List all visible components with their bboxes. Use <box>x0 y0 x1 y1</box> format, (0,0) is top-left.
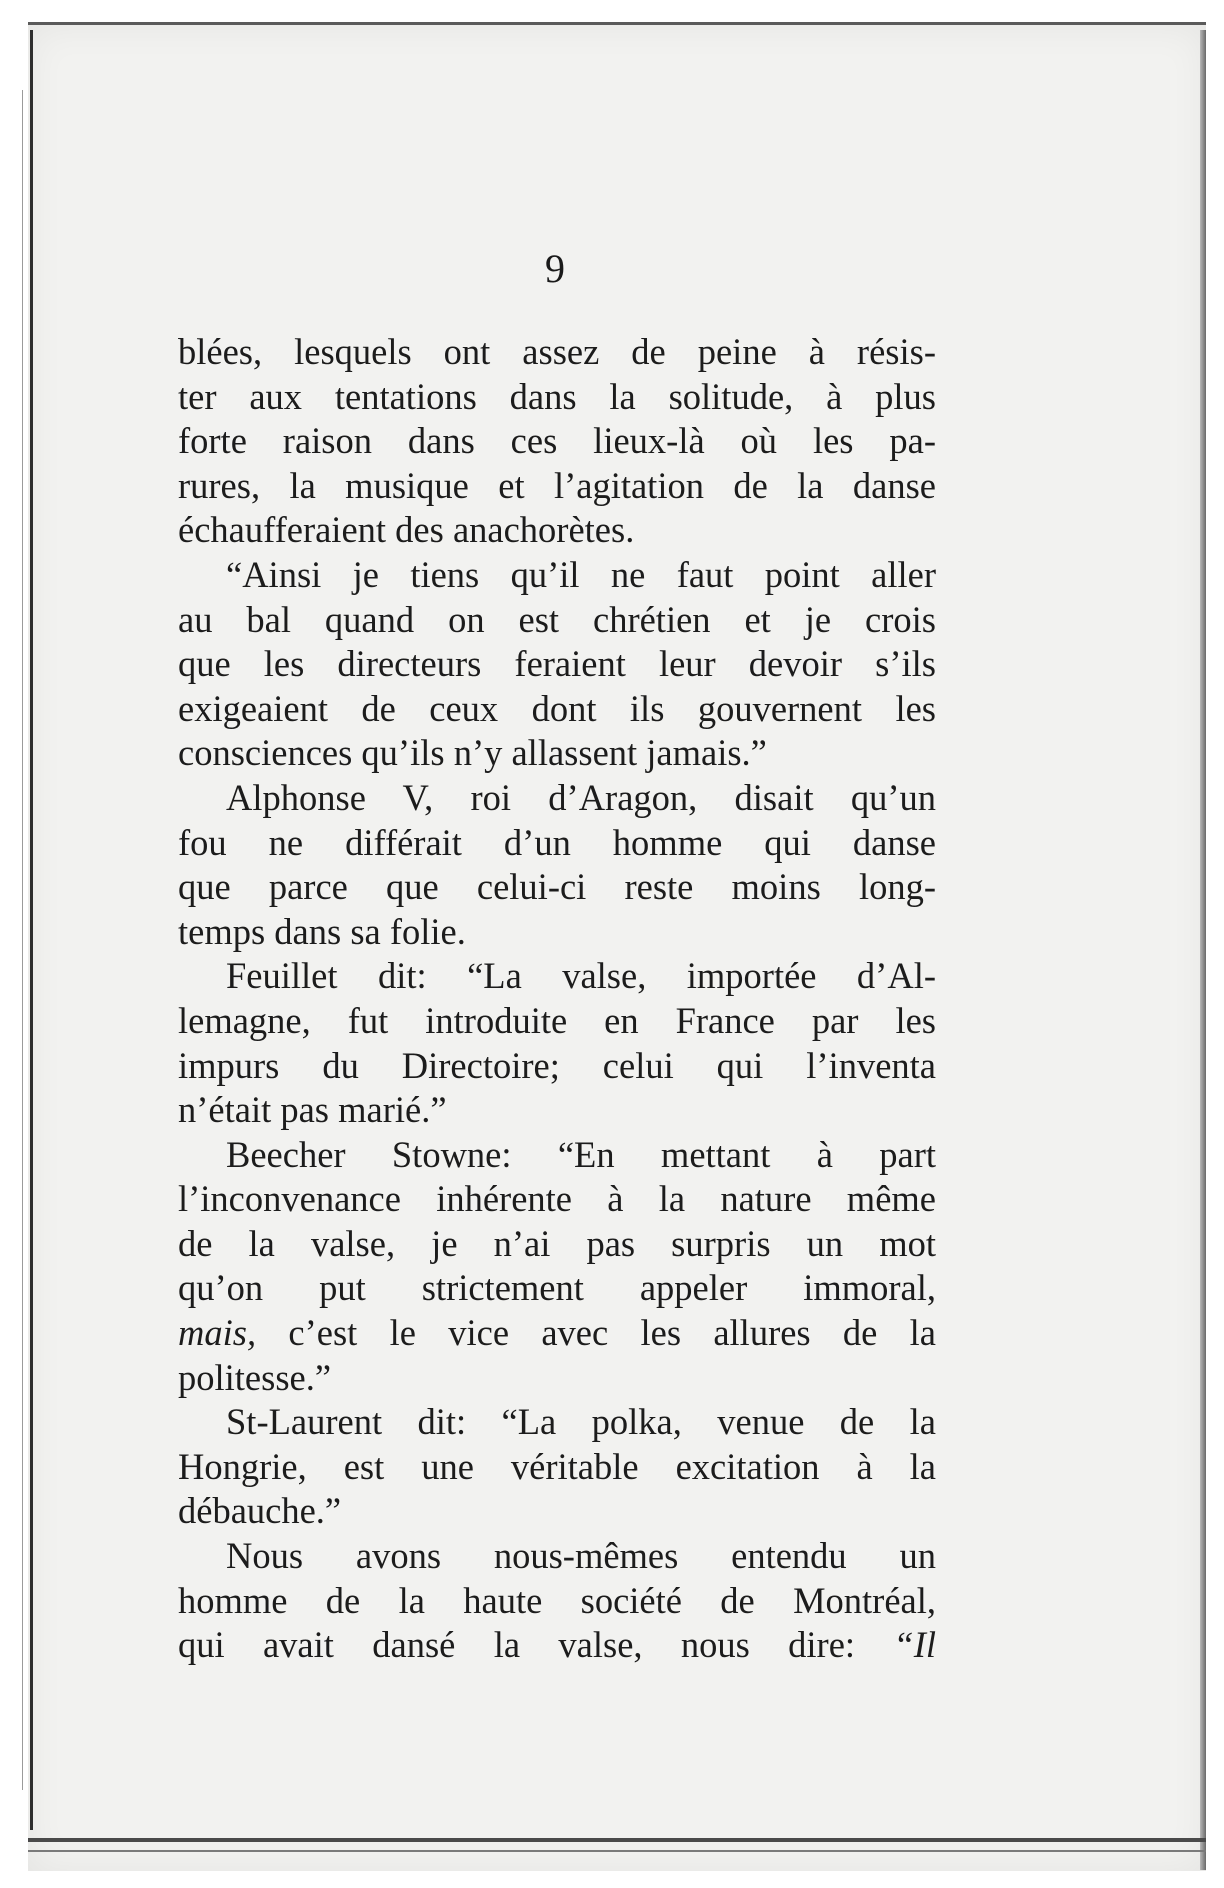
text-line: au bal quand on est chrétien et je crois <box>178 598 936 640</box>
text-line: rures, la musique et l’agitation de la danse <box>178 464 936 506</box>
paragraph <box>178 1400 936 1534</box>
paragraph <box>178 954 936 1132</box>
text-line: l’inconvenance inhérente à la nature même <box>178 1178 936 1220</box>
page-right-edge <box>1200 30 1206 1870</box>
text-line: de la valse, je n’ai pas surpris un mot <box>178 1222 936 1264</box>
text-line: Feuillet dit: “La valse, importée d’Al- <box>226 955 936 997</box>
binding-edge <box>30 30 33 1830</box>
text-line: Beecher Stowne: “En mettant à part <box>226 1133 936 1175</box>
body-text <box>178 330 936 1668</box>
text-line: blées, lesquels ont assez de peine à résis- <box>178 331 936 372</box>
text-line: St-Laurent dit: “La polka, venue de la <box>226 1401 936 1443</box>
italic-word: mais, <box>178 1312 257 1354</box>
text-line: qu’on put strictement appeler immoral, <box>178 1267 936 1309</box>
text-line: fou ne différait d’un homme qui danse <box>178 821 936 863</box>
text-line: forte raison dans ces lieux-là où les pa- <box>178 420 936 462</box>
text-line: consciences qu’ils n’y allassent jamais.” <box>178 732 767 774</box>
text-line: Alphonse V, roi d’Aragon, disait qu’un <box>226 776 936 818</box>
text-line: lemagne, fut introduite en France par les <box>178 999 936 1041</box>
text-line-start: qui avait dansé la valse, nous dire: <box>178 1624 856 1666</box>
binding-shadow <box>22 90 23 1790</box>
text-line: Hongrie, est une véritable excitation à la <box>178 1445 936 1487</box>
paragraph <box>178 1133 936 1401</box>
italic-word: “Il <box>893 1624 936 1666</box>
text-line: que parce que celui-ci reste moins long- <box>178 866 936 908</box>
paragraph <box>178 553 936 776</box>
text-line: n’était pas marié.” <box>178 1089 447 1131</box>
text-line <box>178 1311 936 1356</box>
text-line: politesse.” <box>178 1356 332 1398</box>
paragraph <box>178 776 936 954</box>
page-number: 9 <box>545 246 565 291</box>
page-bottom-edge-shadow <box>28 1850 1206 1852</box>
paragraph <box>178 1534 936 1668</box>
text-line: que les directeurs feraient leur devoir s’ils <box>178 643 936 685</box>
text-line: temps dans sa folie. <box>178 910 466 952</box>
text-line-rest: c’est le vice avec les allures de la <box>288 1312 937 1354</box>
text-line: exigeaient de ceux dont ils gouvernent les <box>178 687 936 729</box>
text-line: débauche.” <box>178 1490 342 1532</box>
page-bottom-edge <box>28 1838 1206 1842</box>
text-line <box>178 1623 936 1668</box>
text-line: homme de la haute société de Montréal, <box>178 1579 936 1621</box>
text-line: “Ainsi je tiens qu’il ne faut point aller <box>226 553 936 595</box>
paragraph <box>178 330 936 553</box>
text-line: échaufferaient des anachorètes. <box>178 509 635 551</box>
text-line: impurs du Directoire; celui qui l’inventa <box>178 1044 936 1086</box>
text-line: Nous avons nous-mêmes entendu un <box>226 1535 936 1577</box>
text-line: ter aux tentations dans la solitude, à plus <box>178 375 936 417</box>
